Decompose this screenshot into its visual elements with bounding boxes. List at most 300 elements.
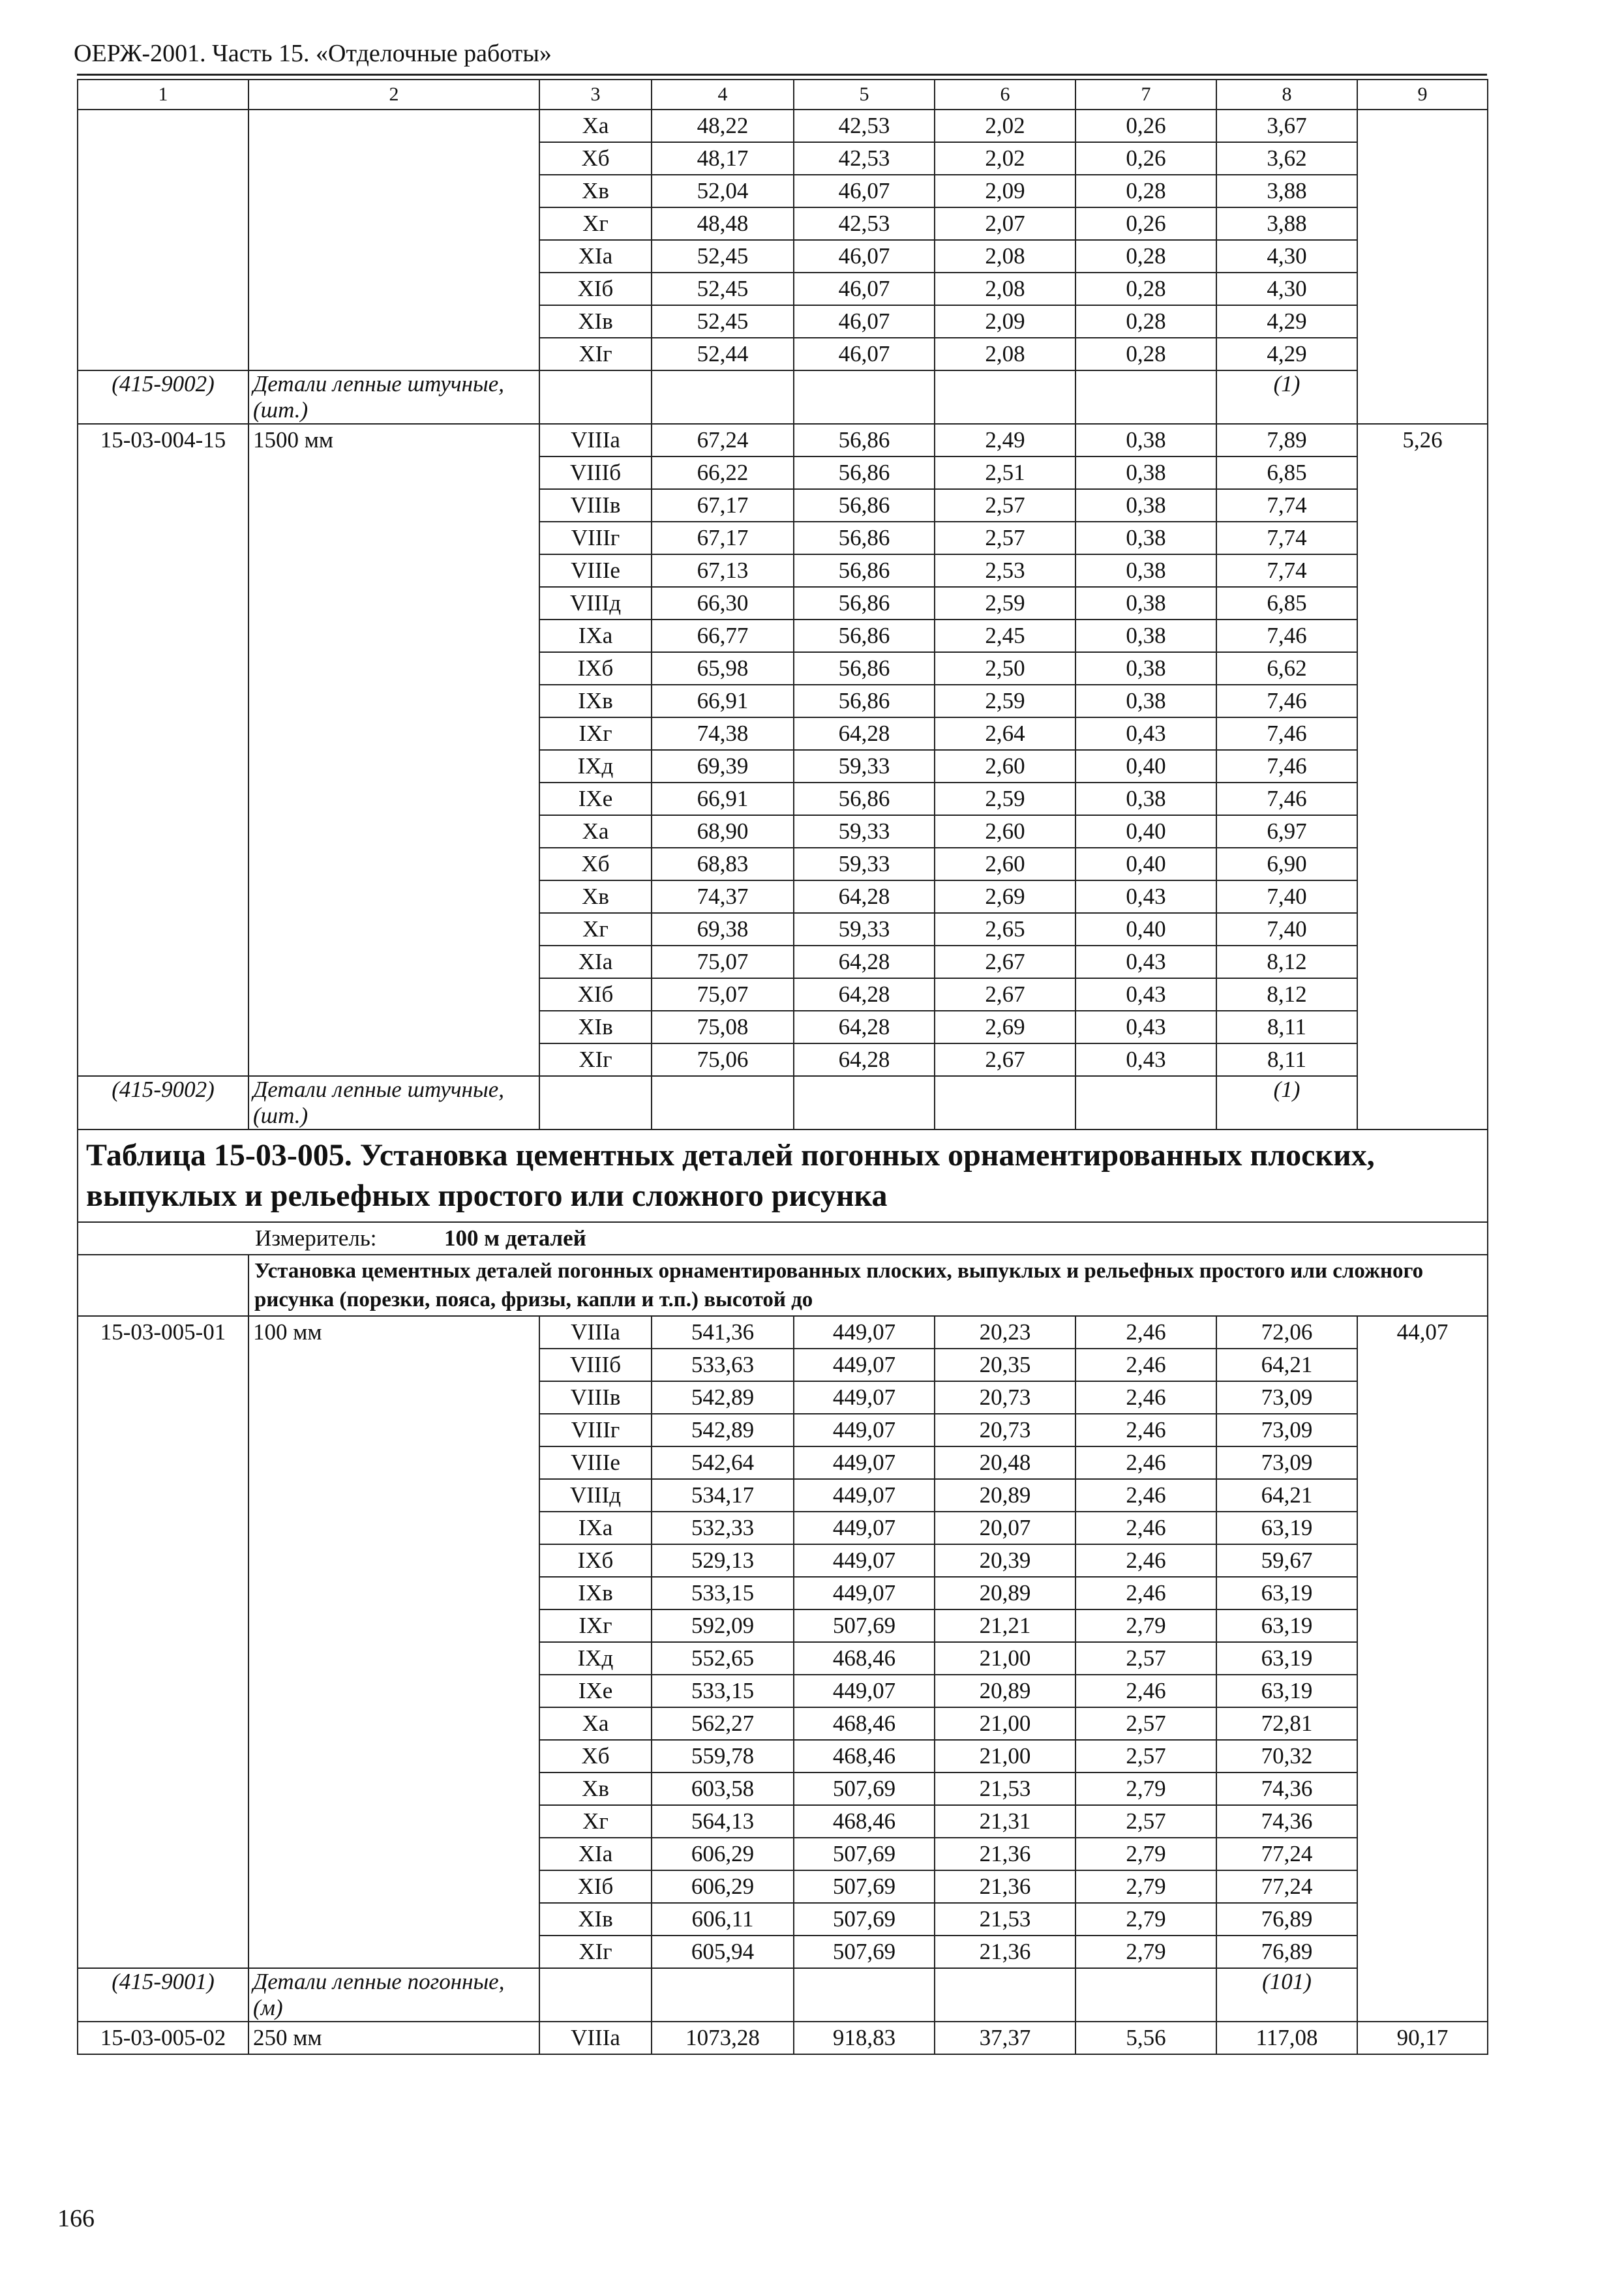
- table-title-row: [78, 1130, 1488, 1222]
- value-c4: 48,22: [652, 110, 794, 142]
- value-c7: 2,79: [1075, 1609, 1216, 1642]
- zone-class: Xв: [539, 1773, 652, 1805]
- labor-cost: 44,07: [1357, 1316, 1488, 2022]
- value-c6: 2,67: [935, 946, 1075, 978]
- value-c5: 42,53: [794, 110, 935, 142]
- value-c5: 56,86: [794, 587, 935, 620]
- value-c5: 468,46: [794, 1740, 935, 1773]
- table-row: [78, 2022, 1488, 2054]
- value-c6: 2,64: [935, 717, 1075, 750]
- value-c7: 0,38: [1075, 489, 1216, 522]
- value-c5: 46,07: [794, 338, 935, 370]
- value-c8: 8,12: [1216, 946, 1357, 978]
- value-c8: 64,21: [1216, 1349, 1357, 1381]
- value-c5: 449,07: [794, 1316, 935, 1349]
- value-c8: 7,46: [1216, 783, 1357, 815]
- value-c7: 0,40: [1075, 913, 1216, 946]
- value-c6: 2,60: [935, 750, 1075, 783]
- zone-class: XIг: [539, 1043, 652, 1076]
- zone-class: XIв: [539, 1011, 652, 1043]
- value-c7: 5,56: [1075, 2022, 1216, 2054]
- empty-cell: [652, 1076, 794, 1130]
- description-row: [78, 1255, 1488, 1316]
- value-c6: 21,00: [935, 1642, 1075, 1675]
- value-c6: 37,37: [935, 2022, 1075, 2054]
- zone-class: VIIIe: [539, 1446, 652, 1479]
- value-c6: 2,60: [935, 848, 1075, 880]
- value-c5: 468,46: [794, 1642, 935, 1675]
- value-c5: 468,46: [794, 1805, 935, 1838]
- value-c6: 20,23: [935, 1316, 1075, 1349]
- value-c7: 2,46: [1075, 1512, 1216, 1544]
- value-c5: 56,86: [794, 685, 935, 717]
- material-qty: (1): [1216, 1076, 1357, 1130]
- value-c5: 449,07: [794, 1675, 935, 1707]
- value-c6: 20,89: [935, 1479, 1075, 1512]
- value-c6: 21,36: [935, 1870, 1075, 1903]
- value-c8: 72,81: [1216, 1707, 1357, 1740]
- column-number: 2: [248, 80, 539, 110]
- material-row: [78, 1076, 1488, 1130]
- value-c8: 63,19: [1216, 1577, 1357, 1609]
- rates-table: [77, 79, 1488, 2055]
- value-c4: 52,45: [652, 273, 794, 305]
- value-c6: 2,49: [935, 424, 1075, 456]
- zone-class: Xa: [539, 815, 652, 848]
- value-c4: 75,08: [652, 1011, 794, 1043]
- value-c5: 507,69: [794, 1838, 935, 1870]
- value-c8: 7,89: [1216, 424, 1357, 456]
- value-c5: 59,33: [794, 815, 935, 848]
- material-row: [78, 1968, 1488, 2022]
- value-c8: 8,11: [1216, 1011, 1357, 1043]
- value-c7: 2,46: [1075, 1577, 1216, 1609]
- value-c7: 0,40: [1075, 848, 1216, 880]
- value-c7: 2,57: [1075, 1805, 1216, 1838]
- value-c4: 559,78: [652, 1740, 794, 1773]
- zone-class: XIб: [539, 1870, 652, 1903]
- value-c5: 56,86: [794, 620, 935, 652]
- value-c4: 66,22: [652, 456, 794, 489]
- value-c4: 606,29: [652, 1870, 794, 1903]
- value-c4: 606,11: [652, 1903, 794, 1936]
- column-number: 8: [1216, 80, 1357, 110]
- zone-class: VIIIб: [539, 1349, 652, 1381]
- value-c7: 2,46: [1075, 1479, 1216, 1512]
- value-c4: 67,17: [652, 489, 794, 522]
- zone-class: VIIIд: [539, 1479, 652, 1512]
- value-c4: 606,29: [652, 1838, 794, 1870]
- value-c8: 7,74: [1216, 489, 1357, 522]
- value-c7: 0,38: [1075, 783, 1216, 815]
- value-c5: 64,28: [794, 946, 935, 978]
- value-c4: 1073,28: [652, 2022, 794, 2054]
- material-row: [78, 370, 1488, 424]
- empty-cell: [935, 1076, 1075, 1130]
- value-c7: 0,43: [1075, 946, 1216, 978]
- value-c4: 605,94: [652, 1936, 794, 1968]
- value-c5: 468,46: [794, 1707, 935, 1740]
- zone-class: VIIIб: [539, 456, 652, 489]
- value-c8: 7,46: [1216, 685, 1357, 717]
- value-c8: 4,30: [1216, 273, 1357, 305]
- rate-code: 15-03-004-15: [78, 424, 248, 1076]
- zone-class: VIIIв: [539, 1381, 652, 1414]
- value-c7: 0,26: [1075, 110, 1216, 142]
- value-c4: 74,37: [652, 880, 794, 913]
- work-size: [248, 110, 539, 370]
- value-c8: 59,67: [1216, 1544, 1357, 1577]
- column-number: 3: [539, 80, 652, 110]
- value-c5: 56,86: [794, 522, 935, 554]
- value-c5: 918,83: [794, 2022, 935, 2054]
- value-c7: 2,79: [1075, 1838, 1216, 1870]
- column-number: 6: [935, 80, 1075, 110]
- value-c7: 2,46: [1075, 1544, 1216, 1577]
- value-c5: 46,07: [794, 175, 935, 207]
- value-c4: 66,77: [652, 620, 794, 652]
- value-c7: 2,79: [1075, 1903, 1216, 1936]
- value-c6: 2,57: [935, 489, 1075, 522]
- value-c7: 2,46: [1075, 1675, 1216, 1707]
- value-c4: 48,17: [652, 142, 794, 175]
- value-c4: 75,06: [652, 1043, 794, 1076]
- value-c4: 592,09: [652, 1609, 794, 1642]
- value-c7: 2,46: [1075, 1316, 1216, 1349]
- value-c7: 2,46: [1075, 1381, 1216, 1414]
- value-c5: 507,69: [794, 1870, 935, 1903]
- zone-class: XIв: [539, 1903, 652, 1936]
- value-c5: 56,86: [794, 783, 935, 815]
- value-c5: 56,86: [794, 456, 935, 489]
- empty-cell: [935, 370, 1075, 424]
- table-title: Таблица 15-03-005. Установка цементных деталей погонных орнаментированных плоских, выпуклых и рельефных простого или сложного рисунка: [78, 1130, 1488, 1222]
- value-c8: 4,30: [1216, 240, 1357, 273]
- empty-cell: [1075, 370, 1216, 424]
- zone-class: Xг: [539, 1805, 652, 1838]
- value-c8: 63,19: [1216, 1512, 1357, 1544]
- zone-class: Xб: [539, 142, 652, 175]
- value-c6: 2,08: [935, 338, 1075, 370]
- zone-class: Xa: [539, 1707, 652, 1740]
- empty-cell: [539, 1076, 652, 1130]
- value-c6: 2,08: [935, 240, 1075, 273]
- value-c6: 2,67: [935, 978, 1075, 1011]
- value-c5: 64,28: [794, 1011, 935, 1043]
- value-c5: 46,07: [794, 240, 935, 273]
- material-name: Детали лепные штучные, (шт.): [248, 370, 539, 424]
- page-number: 166: [57, 2205, 95, 2232]
- value-c8: 7,40: [1216, 913, 1357, 946]
- value-c6: 2,59: [935, 685, 1075, 717]
- value-c4: 75,07: [652, 978, 794, 1011]
- value-c8: 72,06: [1216, 1316, 1357, 1349]
- empty-cell: [652, 1968, 794, 2022]
- value-c7: 2,57: [1075, 1642, 1216, 1675]
- value-c6: 20,89: [935, 1577, 1075, 1609]
- value-c7: 2,57: [1075, 1707, 1216, 1740]
- value-c6: 20,73: [935, 1381, 1075, 1414]
- value-c4: 52,45: [652, 305, 794, 338]
- value-c5: 449,07: [794, 1479, 935, 1512]
- value-c8: 117,08: [1216, 2022, 1357, 2054]
- value-c5: 42,53: [794, 207, 935, 240]
- value-c6: 2,51: [935, 456, 1075, 489]
- empty-cell: [1075, 1076, 1216, 1130]
- value-c6: 20,89: [935, 1675, 1075, 1707]
- material-code: (415-9002): [78, 370, 248, 424]
- column-number: 1: [78, 80, 248, 110]
- table-row: [78, 424, 1488, 456]
- value-c7: 0,38: [1075, 685, 1216, 717]
- material-name: Детали лепные штучные, (шт.): [248, 1076, 539, 1130]
- value-c8: 4,29: [1216, 305, 1357, 338]
- value-c7: 0,43: [1075, 717, 1216, 750]
- table-description: Установка цементных деталей погонных орнаментированных плоских, выпуклых и рельефных простого или сложного рисунка (порезки, пояса, фризы, капли и т.п.) высотой до: [248, 1255, 1488, 1316]
- value-c6: 21,36: [935, 1838, 1075, 1870]
- value-c5: 64,28: [794, 1043, 935, 1076]
- value-c6: 2,09: [935, 305, 1075, 338]
- value-c5: 46,07: [794, 305, 935, 338]
- value-c4: 533,15: [652, 1577, 794, 1609]
- zone-class: IXд: [539, 750, 652, 783]
- value-c6: 2,50: [935, 652, 1075, 685]
- empty-cell: [794, 370, 935, 424]
- value-c8: 6,85: [1216, 456, 1357, 489]
- zone-class: Xб: [539, 1740, 652, 1773]
- value-c5: 449,07: [794, 1512, 935, 1544]
- value-c7: 0,26: [1075, 207, 1216, 240]
- value-c8: 3,62: [1216, 142, 1357, 175]
- zone-class: VIIIa: [539, 2022, 652, 2054]
- value-c7: 0,40: [1075, 815, 1216, 848]
- zone-class: IXб: [539, 652, 652, 685]
- value-c8: 77,24: [1216, 1870, 1357, 1903]
- value-c5: 56,86: [794, 424, 935, 456]
- value-c6: 20,07: [935, 1512, 1075, 1544]
- value-c8: 3,88: [1216, 175, 1357, 207]
- value-c8: 73,09: [1216, 1381, 1357, 1414]
- zone-class: IXг: [539, 717, 652, 750]
- value-c5: 507,69: [794, 1773, 935, 1805]
- value-c8: 63,19: [1216, 1642, 1357, 1675]
- value-c8: 73,09: [1216, 1414, 1357, 1446]
- value-c8: 7,74: [1216, 554, 1357, 587]
- zone-class: VIIIг: [539, 1414, 652, 1446]
- zone-class: XIa: [539, 946, 652, 978]
- value-c7: 0,38: [1075, 522, 1216, 554]
- measure-value: 100 м деталей: [444, 1225, 586, 1251]
- value-c4: 66,91: [652, 685, 794, 717]
- value-c8: 6,97: [1216, 815, 1357, 848]
- value-c8: 63,19: [1216, 1675, 1357, 1707]
- value-c6: 2,53: [935, 554, 1075, 587]
- material-code: (415-9001): [78, 1968, 248, 2022]
- value-c8: 7,74: [1216, 522, 1357, 554]
- zone-class: IXa: [539, 1512, 652, 1544]
- zone-class: VIIIв: [539, 489, 652, 522]
- value-c5: 64,28: [794, 717, 935, 750]
- value-c6: 2,02: [935, 142, 1075, 175]
- value-c6: 21,21: [935, 1609, 1075, 1642]
- value-c7: 0,38: [1075, 652, 1216, 685]
- value-c5: 46,07: [794, 273, 935, 305]
- value-c4: 67,24: [652, 424, 794, 456]
- value-c7: 0,28: [1075, 240, 1216, 273]
- work-size: 250 мм: [248, 2022, 539, 2054]
- value-c5: 64,28: [794, 978, 935, 1011]
- value-c5: 56,86: [794, 652, 935, 685]
- value-c5: 449,07: [794, 1577, 935, 1609]
- value-c6: 21,31: [935, 1805, 1075, 1838]
- value-c7: 0,28: [1075, 273, 1216, 305]
- value-c4: 67,17: [652, 522, 794, 554]
- value-c9: 90,17: [1357, 2022, 1488, 2054]
- empty-cell: [652, 370, 794, 424]
- value-c8: 76,89: [1216, 1903, 1357, 1936]
- value-c7: 2,46: [1075, 1349, 1216, 1381]
- value-c5: 59,33: [794, 848, 935, 880]
- value-c5: 64,28: [794, 880, 935, 913]
- zone-class: Xв: [539, 880, 652, 913]
- value-c8: 6,90: [1216, 848, 1357, 880]
- rate-code: [78, 110, 248, 370]
- value-c4: 65,98: [652, 652, 794, 685]
- value-c4: 69,39: [652, 750, 794, 783]
- zone-class: VIIIe: [539, 554, 652, 587]
- value-c8: 73,09: [1216, 1446, 1357, 1479]
- table-row: [78, 110, 1488, 142]
- empty-cell: [78, 1255, 248, 1316]
- value-c6: 21,00: [935, 1740, 1075, 1773]
- zone-class: Xa: [539, 110, 652, 142]
- zone-class: IXб: [539, 1544, 652, 1577]
- value-c4: 66,91: [652, 783, 794, 815]
- empty-cell: [794, 1076, 935, 1130]
- value-c6: 2,57: [935, 522, 1075, 554]
- value-c7: 0,43: [1075, 978, 1216, 1011]
- value-c5: 56,86: [794, 554, 935, 587]
- value-c5: 507,69: [794, 1609, 935, 1642]
- material-qty: (1): [1216, 370, 1357, 424]
- zone-class: XIa: [539, 240, 652, 273]
- value-c6: 2,07: [935, 207, 1075, 240]
- value-c7: 2,57: [1075, 1740, 1216, 1773]
- value-c4: 534,17: [652, 1479, 794, 1512]
- zone-class: VIIIa: [539, 1316, 652, 1349]
- zone-class: IXe: [539, 783, 652, 815]
- zone-class: Xг: [539, 207, 652, 240]
- page-header: ОЕРЖ-2001. Часть 15. «Отделочные работы»: [74, 40, 552, 67]
- value-c6: 20,48: [935, 1446, 1075, 1479]
- value-c4: 529,13: [652, 1544, 794, 1577]
- value-c5: 449,07: [794, 1544, 935, 1577]
- table-row: [78, 1316, 1488, 1349]
- material-code: (415-9002): [78, 1076, 248, 1130]
- column-number: 9: [1357, 80, 1488, 110]
- zone-class: XIa: [539, 1838, 652, 1870]
- value-c7: 0,38: [1075, 554, 1216, 587]
- value-c8: 74,36: [1216, 1773, 1357, 1805]
- value-c5: 449,07: [794, 1381, 935, 1414]
- column-number: 4: [652, 80, 794, 110]
- value-c7: 0,43: [1075, 1043, 1216, 1076]
- value-c7: 0,38: [1075, 587, 1216, 620]
- value-c4: 74,38: [652, 717, 794, 750]
- zone-class: IXe: [539, 1675, 652, 1707]
- zone-class: Xг: [539, 913, 652, 946]
- value-c6: 2,59: [935, 587, 1075, 620]
- column-number: 7: [1075, 80, 1216, 110]
- value-c6: 20,39: [935, 1544, 1075, 1577]
- value-c8: 8,12: [1216, 978, 1357, 1011]
- value-c8: 7,46: [1216, 717, 1357, 750]
- value-c8: 6,62: [1216, 652, 1357, 685]
- zone-class: Xв: [539, 175, 652, 207]
- value-c4: 541,36: [652, 1316, 794, 1349]
- value-c4: 542,89: [652, 1381, 794, 1414]
- value-c6: 21,53: [935, 1773, 1075, 1805]
- value-c6: 2,59: [935, 783, 1075, 815]
- labor-cost: [1357, 110, 1488, 424]
- value-c4: 603,58: [652, 1773, 794, 1805]
- value-c7: 2,79: [1075, 1773, 1216, 1805]
- empty-cell: [539, 370, 652, 424]
- value-c5: 449,07: [794, 1446, 935, 1479]
- value-c7: 0,38: [1075, 620, 1216, 652]
- measure-label: Измеритель:: [255, 1225, 377, 1251]
- value-c5: 42,53: [794, 142, 935, 175]
- value-c8: 7,46: [1216, 620, 1357, 652]
- value-c8: 64,21: [1216, 1479, 1357, 1512]
- value-c8: 7,40: [1216, 880, 1357, 913]
- value-c5: 449,07: [794, 1414, 935, 1446]
- value-c6: 2,60: [935, 815, 1075, 848]
- zone-class: XIг: [539, 1936, 652, 1968]
- value-c7: 0,28: [1075, 305, 1216, 338]
- value-c8: 4,29: [1216, 338, 1357, 370]
- value-c6: 20,73: [935, 1414, 1075, 1446]
- zone-class: VIIIa: [539, 424, 652, 456]
- value-c5: 59,33: [794, 750, 935, 783]
- value-c4: 52,04: [652, 175, 794, 207]
- value-c6: 2,45: [935, 620, 1075, 652]
- value-c4: 532,33: [652, 1512, 794, 1544]
- value-c7: 0,43: [1075, 880, 1216, 913]
- value-c8: 7,46: [1216, 750, 1357, 783]
- value-c4: 66,30: [652, 587, 794, 620]
- header-rule: [77, 74, 1487, 76]
- measure-cell: [78, 1222, 1488, 1255]
- value-c4: 68,90: [652, 815, 794, 848]
- zone-class: IXд: [539, 1642, 652, 1675]
- value-c4: 562,27: [652, 1707, 794, 1740]
- work-size: 1500 мм: [248, 424, 539, 1076]
- value-c7: 0,28: [1075, 175, 1216, 207]
- value-c8: 74,36: [1216, 1805, 1357, 1838]
- empty-cell: [1075, 1968, 1216, 2022]
- value-c7: 2,79: [1075, 1870, 1216, 1903]
- labor-cost: 5,26: [1357, 424, 1488, 1130]
- value-c6: 2,69: [935, 880, 1075, 913]
- value-c4: 48,48: [652, 207, 794, 240]
- rate-code: 15-03-005-01: [78, 1316, 248, 1968]
- value-c8: 8,11: [1216, 1043, 1357, 1076]
- zone-class: IXa: [539, 620, 652, 652]
- value-c6: 2,02: [935, 110, 1075, 142]
- value-c8: 3,88: [1216, 207, 1357, 240]
- value-c8: 6,85: [1216, 587, 1357, 620]
